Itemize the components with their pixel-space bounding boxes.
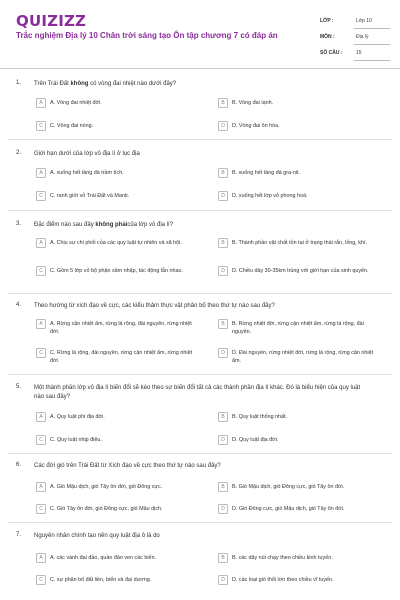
- meta-value: Lớp 10: [356, 18, 372, 24]
- option-text: A. Gió Mậu dịch, gió Tây ôn đới, gió Đông cực.: [50, 484, 163, 490]
- meta-row-class: [320, 14, 390, 30]
- question-text: [34, 150, 364, 159]
- question-text-part: Các đới gió trên Trái Đất từ Xích đạo về cực theo thứ tự nào sau đây?: [34, 463, 221, 469]
- question-text-part: có vòng đai nhiệt nào dưới đây?: [88, 81, 177, 87]
- option-text: C. Gió Tây ôn đới, gió Đông cực, gió Mậu dịch.: [50, 506, 163, 512]
- option-letter-box: A: [36, 98, 46, 108]
- meta-box: [320, 14, 390, 62]
- meta-value: Địa lý: [356, 34, 369, 40]
- question-divider: [8, 453, 392, 454]
- option-letter-box: B: [218, 553, 228, 563]
- option-letter-box: C: [36, 191, 46, 201]
- option-text: A. các vành đai đảo, quần đảo ven các biển.: [50, 555, 157, 561]
- option-letter-box: B: [218, 168, 228, 178]
- option-letter-box: C: [36, 348, 46, 358]
- option-letter-box: D: [218, 348, 228, 358]
- question-text-part: Giới hạn dưới của lớp vỏ địa lí ở lục địa: [34, 151, 140, 157]
- question-text-part: của lớp vỏ địa lí?: [127, 222, 174, 228]
- question-number: 4.: [16, 302, 22, 308]
- option-text: C. Gồm 5 lớp vỏ bộ phận xâm nhập, tác động lẫn nhau.: [50, 268, 183, 274]
- option-text: D. Chiều dày 30-35km trùng với giới hạn của sinh quyển.: [232, 268, 369, 274]
- question-number: 6.: [16, 462, 22, 468]
- question-text: [34, 384, 364, 402]
- option-text: D. Vòng đai ôn hòa.: [232, 123, 280, 129]
- option-letter-box: C: [36, 266, 46, 276]
- option-letter-box: C: [36, 575, 46, 585]
- meta-label: MÔN :: [320, 34, 335, 40]
- option-letter-box: B: [218, 482, 228, 492]
- meta-label: SỐ CÂU :: [320, 50, 343, 56]
- option-text: B. Vòng đai lạnh.: [232, 100, 274, 106]
- option-text: C. Quy luật nhịp điệu.: [50, 437, 102, 443]
- option-text: B. Rừng nhiệt đới, rừng cận nhiệt ẩm, rừng lá rộng, đài nguyên.: [232, 321, 364, 335]
- option-text: C. sự phân bố đất liền, biển và đại dương.: [50, 577, 152, 583]
- option-letter-box: D: [218, 435, 228, 445]
- question-divider: [8, 139, 392, 140]
- option-letter-box: D: [218, 575, 228, 585]
- meta-underline: [354, 44, 390, 45]
- question-divider: [8, 293, 392, 294]
- option-text: D. các loại gió thổi lơn theo chiều vĩ tuyến.: [232, 577, 334, 583]
- question-text-emphasis: không: [70, 81, 89, 87]
- question-number: 2.: [16, 150, 22, 156]
- question-text: [34, 302, 364, 311]
- option-text: A. Vòng đai nhiệt đới.: [50, 100, 102, 106]
- option-letter-box: C: [36, 504, 46, 514]
- meta-underline: [354, 28, 390, 29]
- option-letter-box: C: [36, 121, 46, 131]
- question-number: 5.: [16, 384, 22, 390]
- option-text: A. xuống hết tầng đá trầm tích.: [50, 170, 124, 176]
- option-letter-box: C: [36, 435, 46, 445]
- option-text: D. Quy luật địa đới.: [232, 437, 279, 443]
- question-text-part: Một thành phần lớp vỏ địa lí biến đổi sẽ kéo theo sự biến đổi tất cả các thành phần địa lí khác. Đó là biểu hiện của quy luật nào sau đây?: [34, 385, 361, 400]
- question-text-part: Đặc điểm nào sau đây: [34, 222, 96, 228]
- question-number: 3.: [16, 221, 22, 227]
- option-text: C. ranh giới vỏ Trái Đất và Manti.: [50, 193, 130, 199]
- meta-underline: [354, 60, 390, 61]
- option-text: B. Thành phần vật chất tồn tại ở trạng thái rắn, lỏng, khí.: [232, 240, 367, 246]
- question-number: 7.: [16, 532, 22, 538]
- option-text: C. Rừng lá rộng, đài nguyên, rừng cận nhiệt ẩm, rừng nhiệt đới.: [50, 350, 193, 364]
- option-text: B. xuống hết tầng đá gra-nit.: [232, 170, 301, 176]
- option-letter-box: D: [218, 121, 228, 131]
- option-text: B. các dãy núi chạy theo chiều kinh tuyến.: [232, 555, 333, 561]
- question-text: [34, 80, 364, 89]
- page-header: [0, 0, 400, 72]
- option-text: C. Vòng đai nóng.: [50, 123, 94, 129]
- option-letter-box: B: [218, 319, 228, 329]
- question-text-part: Trên Trái Đất: [34, 81, 71, 87]
- question-number: 1.: [16, 80, 22, 86]
- option-text: D. xuống hết lớp vỏ phong hoá.: [232, 193, 308, 199]
- question-text-part: Theo hướng từ xích đạo về cực, các kiểu thảm thực vật phân bố theo thứ tự nào sau đây?: [34, 303, 275, 309]
- document-title: Trắc nghiệm Địa lý 10 Chân trời sáng tạo Ôn tập chương 7 có đáp án: [16, 31, 278, 40]
- option-letter-box: B: [218, 98, 228, 108]
- question-text: [34, 462, 364, 471]
- meta-row-subject: [320, 30, 390, 46]
- header-divider: [0, 68, 400, 69]
- question-text: [34, 532, 364, 541]
- option-text: D. Gió Đông cực, gió Mậu dịch, gió Tây ôn đới.: [232, 506, 345, 512]
- question-divider: [8, 522, 392, 523]
- question-text: [34, 221, 364, 230]
- meta-value: 15: [356, 50, 362, 56]
- option-letter-box: B: [218, 412, 228, 422]
- question-text-emphasis: không phải: [95, 222, 128, 228]
- option-text: A. Rừng cận nhiệt ẩm, rừng lá rộng, đài nguyên, rừng nhiệt đới.: [50, 321, 192, 335]
- option-text: A. Chịu sự chi phối của các quy luật tự nhiên và xã hội.: [50, 240, 182, 246]
- option-letter-box: D: [218, 504, 228, 514]
- option-letter-box: A: [36, 238, 46, 248]
- option-letter-box: D: [218, 266, 228, 276]
- option-text: B. Quy luật thống nhất.: [232, 414, 288, 420]
- question-divider: [8, 210, 392, 211]
- question-text-part: Nguyên nhân chính tạo nên quy luật địa ô là do: [34, 533, 160, 539]
- question-divider: [8, 374, 392, 375]
- option-text: A. Quy luật phi địa đới.: [50, 414, 105, 420]
- meta-label: LỚP :: [320, 18, 334, 24]
- option-letter-box: A: [36, 168, 46, 178]
- quizizz-logo: QUIZIZZ: [16, 12, 87, 30]
- option-letter-box: A: [36, 553, 46, 563]
- option-letter-box: A: [36, 319, 46, 329]
- option-letter-box: B: [218, 238, 228, 248]
- option-text: B. Gió Mậu dịch, gió Đông cực, gió Tây ôn đới.: [232, 484, 345, 490]
- option-letter-box: A: [36, 412, 46, 422]
- option-letter-box: D: [218, 191, 228, 201]
- meta-row-count: [320, 46, 390, 62]
- option-text: D. Đài nguyên, rừng nhiệt đới, rừng lá rộng, rừng cận nhiệt ẩm.: [232, 350, 374, 364]
- option-letter-box: A: [36, 482, 46, 492]
